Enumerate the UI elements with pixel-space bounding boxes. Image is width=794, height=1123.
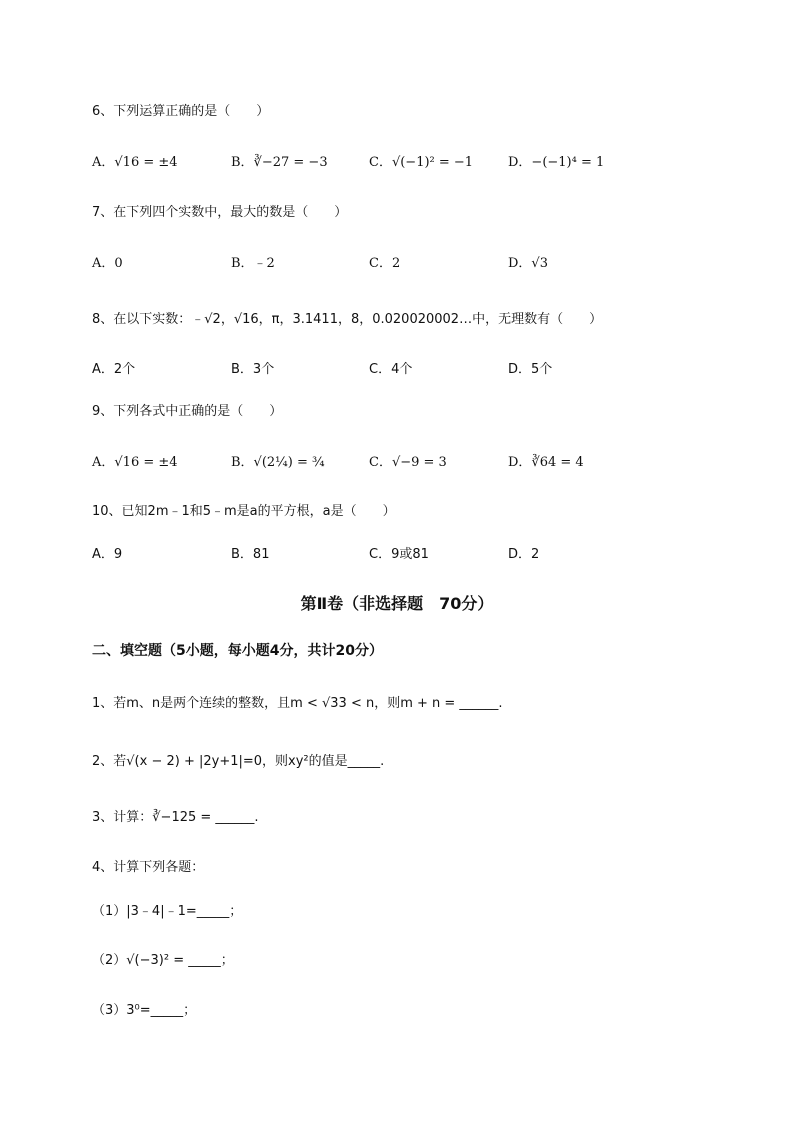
question-8-option-d: D．5个 — [508, 362, 553, 377]
question-10-option-c: C．9或81 — [369, 547, 429, 562]
question-6-option-d: D．−(−1)⁴ = 1 — [508, 155, 605, 170]
question-6-stem: 6、下列运算正确的是（ ） — [92, 104, 270, 119]
fill-question-2: 2、若√(x − 2) + |2y+1|=0，则xy²的值是_____. — [92, 754, 385, 769]
question-9-stem: 9、下列各式中正确的是（ ） — [92, 404, 283, 419]
question-7-stem: 7、在下列四个实数中，最大的数是（ ） — [92, 205, 348, 220]
question-10-option-d: D．2 — [508, 547, 540, 562]
question-7-option-c: C．2 — [369, 256, 401, 271]
fill-question-4-part-3: （3）3⁰=_____； — [92, 1003, 197, 1018]
fill-question-3: 3、计算：∛−125 = ______. — [92, 810, 259, 825]
question-8-option-c: C．4个 — [369, 362, 413, 377]
question-9-option-d: D．∛64 = 4 — [508, 455, 584, 470]
question-6-option-a: A．√16 = ±4 — [92, 155, 178, 170]
question-7-option-d: D．√3 — [508, 256, 548, 271]
question-8-option-b: B．3个 — [231, 362, 275, 377]
fill-in-heading: 二、填空题（5小题，每小题4分，共计20分） — [92, 643, 383, 659]
question-9-option-b: B．√(2¼) = ¾ — [231, 455, 325, 470]
fill-question-4-part-1: （1）|3﹣4|﹣1=_____； — [92, 904, 243, 919]
question-10-option-a: A．9 — [92, 547, 123, 562]
question-8-stem: 8、在以下实数：﹣√2，√16，π，3.1411，8，0.020020002…中，无理数有（ ） — [92, 312, 603, 327]
fill-question-4: 4、计算下列各题： — [92, 860, 205, 875]
fill-question-4-part-2: （2）√(−3)² = _____； — [92, 953, 234, 968]
question-9-option-a: A．√16 = ±4 — [92, 455, 178, 470]
question-6-option-c: C．√(−1)² = −1 — [369, 155, 474, 170]
question-10-stem: 10、已知2m﹣1和5﹣m是a的平方根，a是（ ） — [92, 504, 396, 519]
question-7-option-a: A．0 — [92, 256, 123, 271]
question-6-option-b: B．∛−27 = −3 — [231, 155, 328, 170]
question-10-option-b: B．81 — [231, 547, 270, 562]
question-8-option-a: A．2个 — [92, 362, 136, 377]
question-9-option-c: C．√−9 = 3 — [369, 455, 447, 470]
question-7-option-b: B．﹣2 — [231, 256, 275, 271]
section-title: 第Ⅱ卷（非选择题 70分） — [300, 594, 494, 613]
fill-question-1: 1、若m、n是两个连续的整数，且m < √33 < n，则m + n = ______. — [92, 696, 503, 711]
